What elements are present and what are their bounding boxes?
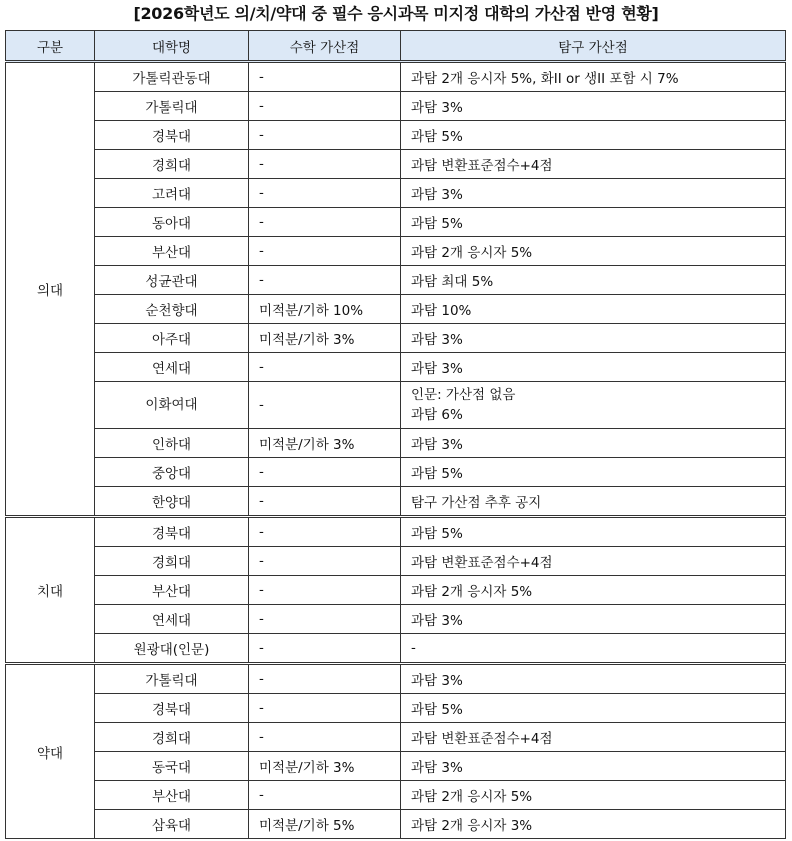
table-row (6, 266, 786, 295)
math-bonus: - (249, 547, 401, 576)
math-bonus: - (249, 237, 401, 266)
math-bonus: 미적분/기하 3% (249, 429, 401, 458)
math-bonus: - (249, 353, 401, 382)
inquiry-bonus: 과탐 5% (401, 208, 786, 237)
inquiry-bonus: 과탐 3% (401, 429, 786, 458)
inquiry-bonus: 과탐 5% (401, 458, 786, 487)
university-name: 한양대 (95, 487, 249, 517)
inquiry-bonus: 과탐 2개 응시자 3% (401, 810, 786, 839)
inquiry-bonus: 과탐 2개 응시자 5%, 화II or 생II 포함 시 7% (401, 62, 786, 92)
university-name: 부산대 (95, 237, 249, 266)
math-bonus: - (249, 92, 401, 121)
inquiry-bonus: 과탐 3% (401, 179, 786, 208)
inquiry-bonus: - (401, 634, 786, 664)
inquiry-bonus: 과탐 변환표준점수+4점 (401, 547, 786, 576)
math-bonus: - (249, 208, 401, 237)
university-name: 연세대 (95, 605, 249, 634)
table-row (6, 121, 786, 150)
table-row (6, 458, 786, 487)
university-name: 경북대 (95, 694, 249, 723)
university-name: 동국대 (95, 752, 249, 781)
math-bonus: 미적분/기하 3% (249, 752, 401, 781)
inquiry-bonus: 과탐 3% (401, 92, 786, 121)
inquiry-bonus: 과탐 최대 5% (401, 266, 786, 295)
math-bonus: - (249, 634, 401, 664)
table-row (6, 92, 786, 121)
table-row (6, 179, 786, 208)
university-name: 부산대 (95, 576, 249, 605)
table-row (6, 547, 786, 576)
header-category: 구분 (6, 31, 95, 62)
inquiry-bonus: 과탐 2개 응시자 5% (401, 781, 786, 810)
math-bonus: 미적분/기하 10% (249, 295, 401, 324)
inquiry-bonus: 과탐 5% (401, 121, 786, 150)
inquiry-bonus: 과탐 5% (401, 517, 786, 547)
university-name: 가톨릭대 (95, 664, 249, 694)
university-name: 부산대 (95, 781, 249, 810)
university-name: 동아대 (95, 208, 249, 237)
group-label: 약대 (6, 664, 95, 839)
table-row (6, 752, 786, 781)
inquiry-bonus: 과탐 2개 응시자 5% (401, 237, 786, 266)
table-row (6, 150, 786, 179)
table-row (6, 664, 786, 694)
inquiry-bonus: 과탐 3% (401, 605, 786, 634)
table-row (6, 576, 786, 605)
inquiry-bonus: 탐구 가산점 추후 공지 (401, 487, 786, 517)
table-row (6, 208, 786, 237)
inquiry-bonus: 과탐 3% (401, 324, 786, 353)
university-name: 고려대 (95, 179, 249, 208)
math-bonus: - (249, 487, 401, 517)
university-name: 경북대 (95, 517, 249, 547)
inquiry-bonus: 과탐 2개 응시자 5% (401, 576, 786, 605)
group-label: 치대 (6, 517, 95, 664)
table-row (6, 382, 786, 429)
university-name: 순천향대 (95, 295, 249, 324)
inquiry-bonus: 과탐 3% (401, 353, 786, 382)
math-bonus: - (249, 121, 401, 150)
university-name: 중앙대 (95, 458, 249, 487)
inquiry-bonus: 인문: 가산점 없음 과탐 6% (401, 382, 786, 429)
header-row (6, 31, 786, 62)
university-name: 이화여대 (95, 382, 249, 429)
table-row (6, 517, 786, 547)
group-label: 의대 (6, 62, 95, 517)
table-row (6, 694, 786, 723)
inquiry-bonus: 과탐 5% (401, 694, 786, 723)
university-name: 경희대 (95, 150, 249, 179)
university-name: 연세대 (95, 353, 249, 382)
university-name: 아주대 (95, 324, 249, 353)
table-row (6, 810, 786, 839)
math-bonus: - (249, 517, 401, 547)
table-row (6, 429, 786, 458)
inquiry-bonus: 과탐 10% (401, 295, 786, 324)
table-row (6, 295, 786, 324)
table-row (6, 324, 786, 353)
university-name: 경북대 (95, 121, 249, 150)
math-bonus: - (249, 266, 401, 295)
table-row (6, 487, 786, 517)
math-bonus: - (249, 605, 401, 634)
page-title: [2026학년도 의/치/약대 중 필수 응시과목 미지정 대학의 가산점 반영 현황] (133, 4, 659, 23)
math-bonus: - (249, 179, 401, 208)
header-math-bonus: 수학 가산점 (249, 31, 401, 62)
university-name: 인하대 (95, 429, 249, 458)
math-bonus: - (249, 576, 401, 605)
table-row (6, 634, 786, 664)
inquiry-bonus: 과탐 3% (401, 752, 786, 781)
header-inquiry-bonus: 탐구 가산점 (401, 31, 786, 62)
header-university: 대학명 (95, 31, 249, 62)
math-bonus: - (249, 723, 401, 752)
university-name: 원광대(인문) (95, 634, 249, 664)
math-bonus: - (249, 694, 401, 723)
math-bonus: - (249, 150, 401, 179)
inquiry-bonus: 과탐 3% (401, 664, 786, 694)
table-row (6, 62, 786, 92)
university-name: 성균관대 (95, 266, 249, 295)
table-row (6, 781, 786, 810)
university-name: 경희대 (95, 723, 249, 752)
math-bonus: 미적분/기하 3% (249, 324, 401, 353)
math-bonus: - (249, 664, 401, 694)
math-bonus: 미적분/기하 5% (249, 810, 401, 839)
university-name: 경희대 (95, 547, 249, 576)
math-bonus: - (249, 382, 401, 429)
table-row (6, 237, 786, 266)
bonus-table (5, 30, 786, 839)
table-row (6, 353, 786, 382)
university-name: 삼육대 (95, 810, 249, 839)
math-bonus: - (249, 781, 401, 810)
table-row (6, 723, 786, 752)
math-bonus: - (249, 62, 401, 92)
university-name: 가톨릭대 (95, 92, 249, 121)
table-row (6, 605, 786, 634)
inquiry-bonus: 과탐 변환표준점수+4점 (401, 723, 786, 752)
math-bonus: - (249, 458, 401, 487)
inquiry-bonus: 과탐 변환표준점수+4점 (401, 150, 786, 179)
university-name: 가톨릭관동대 (95, 62, 249, 92)
